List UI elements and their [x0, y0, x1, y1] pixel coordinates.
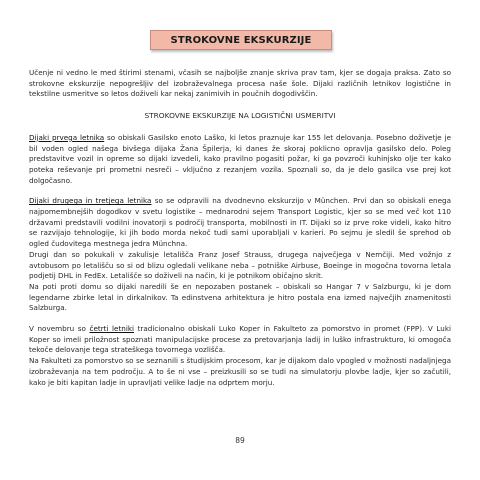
page-number: 89 — [235, 436, 245, 445]
first-year-paragraph — [29, 133, 451, 187]
airport-paragraph: Drugi dan so pokukali v zakulisje letališča Franz Josef Strauss, drugega največjega v Nemčiji. Med vožnjo z avtobusom po letališču so si od blizu ogledali velikane neba – potniške Airbuse, Boeinge in mogočna tovorna letala podjetij DHL in FedEx. Letališče so doživeli na način, ki je potnikom običajno skrit. — [29, 249, 451, 281]
fourth-year-paragraph — [29, 324, 451, 356]
page-title: STROKOVNE EKSKURZIJE — [170, 34, 312, 46]
first-year-highlight: Dijaki prvega letnika — [29, 132, 105, 142]
section-heading: STROKOVNE EKSKURZIJE NA LOGISTIČNI USMERITVI — [144, 111, 336, 121]
article-body — [29, 68, 451, 388]
second-third-year-highlight: Dijaki drugega in tretjega letnika — [29, 196, 152, 206]
fourth-year-text: tradicionalno obiskali Luko Koper in Fakulteto za pomorstvo in promet (FPP). V Luki Koper so imeli priložnost spoznati manipulacijske procese za pretovarjanja ladij in luško infrastrukturo, ki omogoča tekoče delovanje tega strateškega tovornega vozlišča. — [29, 324, 451, 355]
second-third-year-paragraph — [29, 196, 451, 250]
faculty-paragraph: Na Fakulteti za pomorstvo so se seznanili s študijskim procesom, kar je dijakom dalo vpogled v možnosti nadaljnjega izobraževanja na tem področju. A to še ni vse – preizkusili so se tudi na simulatorju plovbe ladje, kjer so začutili, kako je biti kapitan ladje in upravljati velike ladje na odprtem morju. — [29, 356, 451, 387]
hangar-paragraph: Na poti proti domu so dijaki naredili še en nepozaben postanek – obiskali so Hangar 7 v Salzburgu, ki je dom legendarne zbirke letal in dirkalnikov. Ta edinstvena arhitektura je hitro postala ena izmed največjih znamenitosti Salzburga. — [29, 281, 451, 313]
title-banner — [150, 30, 332, 50]
fourth-year-highlight: četrti letniki — [89, 324, 135, 334]
second-third-year-text: so se odpravili na dvodnevno ekskurzijo v München. Prvi dan so obiskali enega najpomembnejših dogodkov v svetu logistike – mednarodni sejem Transport Logistic, kjer so se med več kot 110 državami predstavili vodilni inovatorji s področij transporta, mobilnosti in IT. Dijaki so iz prve roke videli, kako hitro se razvijajo tehnologije, ki jih bodo morda nekoč tudi sami uporabljali v karieri. Po sejmu je sledil še sprehod ob ogled čudovitega mestnega jedra Münchna. — [29, 196, 451, 249]
intro-paragraph: Učenje ni vedno le med štirimi stenami, včasih se najboljše znanje skriva prav tam, kjer se dogaja praksa. Zato so strokovne ekskurzije nepogrešljiv del izobraževalnega procesa naše šole. Dijaki različnih letnikov logistične in tekstilne usmeritve so letos doživeli kar nekaj zanimivih in poučnih dogodivščin. — [29, 68, 451, 99]
first-year-text: so obiskali Gasilsko enoto Laško, ki letos praznuje kar 155 let delovanja. Posebno doživetje je bil voden ogled našega bivšega dijaka Žana Špilerja, ki danes že skoraj poklicno opravlja gasilsko delo. Poleg predstavitve vozil in opreme so dijaki izvedeli, kako pravilno pogasiti požar, ki ga povzroči kuhinjsko olje ter kako poteka reševanje pri prometni nesreči – vključno z rezanjem vozila. Spoznali so, da je delo gasilca vse prej kot dolgočasno. — [29, 132, 452, 185]
fourth-year-prefix: V novembru so — [29, 324, 90, 334]
